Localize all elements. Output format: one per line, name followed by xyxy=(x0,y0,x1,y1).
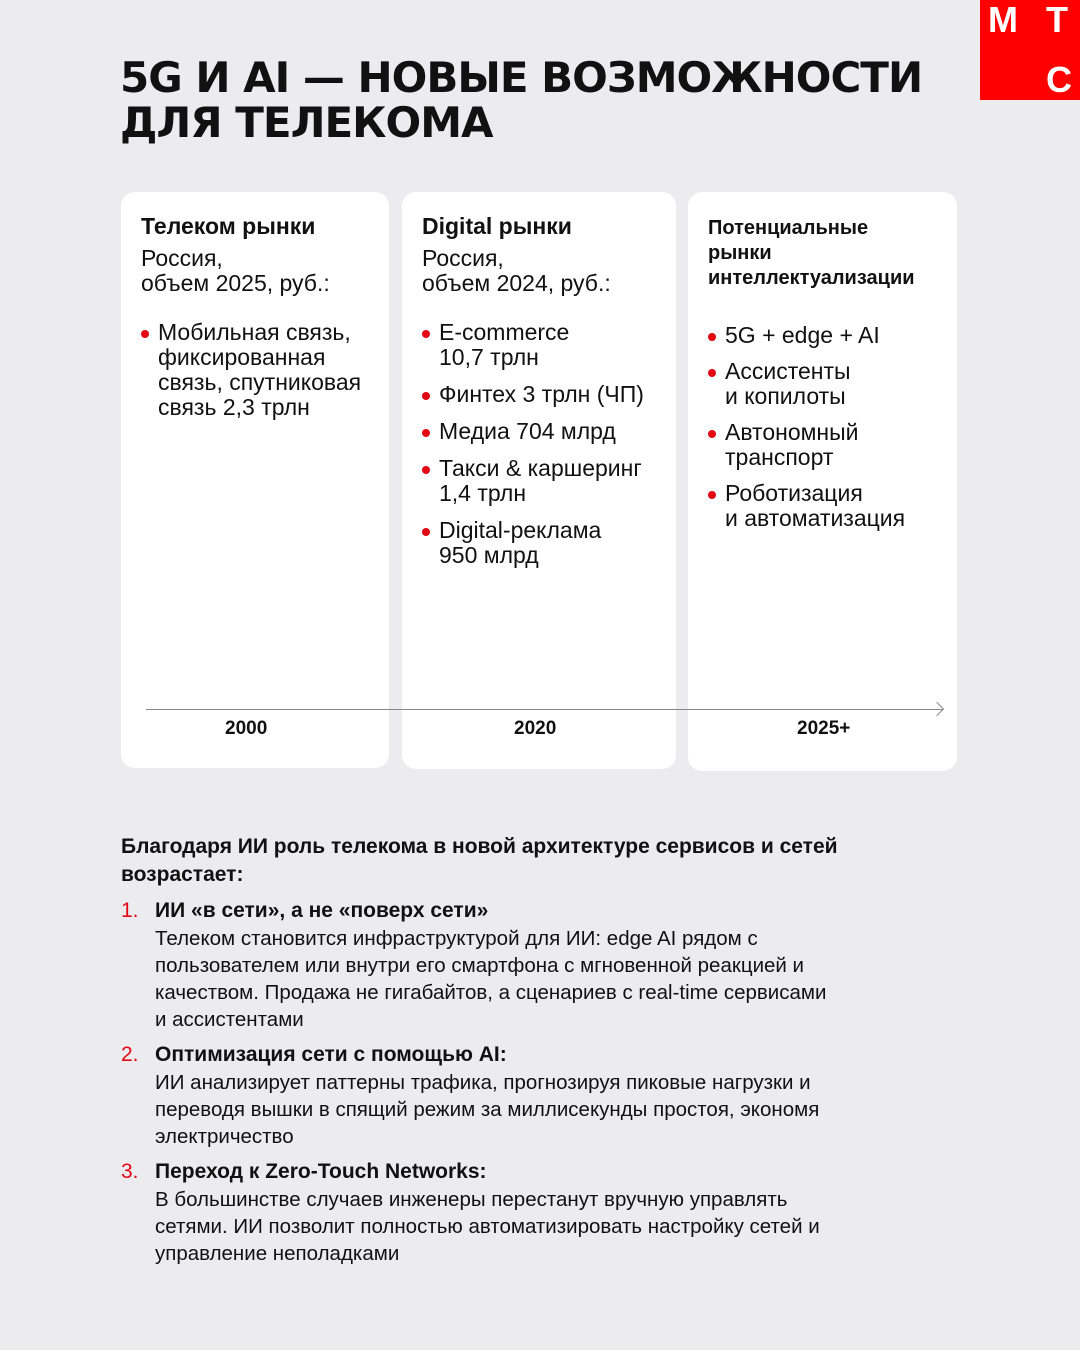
list-item-text xyxy=(155,1069,941,1150)
card-subtitle xyxy=(141,246,373,296)
list-item-text xyxy=(155,1186,941,1267)
text-line: ИИ анализирует паттерны трафика, прогнозируя пиковые нагрузки и xyxy=(155,1071,811,1094)
bullet-line: Такси & каршеринг xyxy=(439,455,642,481)
bullet-item xyxy=(422,518,660,568)
text-line: управление неполадками xyxy=(155,1242,400,1265)
bullet-item xyxy=(708,323,941,348)
bullet-item xyxy=(422,419,660,444)
list-number: 3. xyxy=(121,1160,139,1183)
list-item-title: Оптимизация сети с помощью AI: xyxy=(155,1043,507,1066)
bullet-line: E-commerce xyxy=(439,319,570,345)
list-item xyxy=(121,1041,941,1150)
card-subtitle xyxy=(422,246,660,296)
bullet-line: Медиа 704 млрд xyxy=(439,418,616,444)
bullet-item xyxy=(141,320,373,420)
timeline-year: 2025+ xyxy=(797,718,851,739)
timeline-year: 2000 xyxy=(225,718,268,739)
bullet-line: и автоматизация xyxy=(725,505,906,531)
mts-logo xyxy=(980,0,1080,100)
bullet-line: Digital-реклама xyxy=(439,517,602,543)
card-title-line: рынки xyxy=(708,242,772,264)
bullet-line: и копилоты xyxy=(725,383,846,409)
bullet-item xyxy=(708,481,941,531)
card-digital-markets xyxy=(402,192,676,769)
list-item-title: Переход к Zero-Touch Networks: xyxy=(155,1160,487,1183)
text-line: переводя вышки в спящий режим за миллисекунды простоя, экономя xyxy=(155,1098,820,1121)
card-title: Телеком рынки xyxy=(141,213,316,239)
bullet-line: связь, спутниковая xyxy=(158,369,362,395)
text-line: Телеком становится инфраструктурой для ИИ: edge AI рядом с xyxy=(155,927,758,950)
logo-letter-s: С xyxy=(1046,59,1072,100)
card-title xyxy=(708,216,941,291)
card-subtitle-line: Россия, xyxy=(141,245,223,271)
list-item-text xyxy=(155,925,941,1033)
list-number: 1. xyxy=(121,899,139,922)
timeline-year: 2020 xyxy=(514,718,557,739)
bullet-line: Мобильная связь, xyxy=(158,319,351,345)
bullet-item xyxy=(422,456,660,506)
bullet-list xyxy=(141,320,373,420)
text-line: В большинстве случаев инженеры перестанут вручную управлять xyxy=(155,1188,788,1211)
bullet-item xyxy=(708,420,941,470)
numbered-list xyxy=(121,897,941,1275)
bullet-item xyxy=(422,320,660,370)
bullet-line: 10,7 трлн xyxy=(439,344,539,370)
bullet-list xyxy=(708,323,941,531)
bullet-list xyxy=(422,320,660,568)
intro-text: Благодаря ИИ роль телекома в новой архитектуре сервисов и сетей возрастает: xyxy=(121,835,838,886)
bullet-item xyxy=(708,359,941,409)
logo-letter-t: Т xyxy=(1046,0,1068,40)
text-line: пользователем или внутри его смартфона с мгновенной реакцией и xyxy=(155,954,805,977)
list-item xyxy=(121,1158,941,1267)
bullet-line: транспорт xyxy=(725,444,834,470)
text-line: электричество xyxy=(155,1125,294,1148)
bullet-line: 5G + edge + AI xyxy=(725,322,880,348)
bullet-line: 950 млрд xyxy=(439,542,539,568)
card-title-line: Потенциальные xyxy=(708,217,869,239)
list-number: 2. xyxy=(121,1043,139,1066)
bullet-line: Ассистенты xyxy=(725,358,851,384)
list-item-title: ИИ «в сети», а не «поверх сети» xyxy=(155,899,489,922)
card-title: Digital рынки xyxy=(422,213,572,239)
card-subtitle-line: объем 2024, руб.: xyxy=(422,270,611,296)
page-title xyxy=(120,55,970,145)
text-line: и ассистентами xyxy=(155,1008,304,1031)
card-title-line: интеллектуализации xyxy=(708,267,915,289)
bullet-line: Финтех 3 трлн (ЧП) xyxy=(439,381,644,407)
card-subtitle-line: Россия, xyxy=(422,245,504,271)
bullet-item xyxy=(422,382,660,407)
bullet-line: Роботизация xyxy=(725,480,863,506)
page-title-line-2: ДЛЯ ТЕЛЕКОМА xyxy=(120,98,493,147)
card-telecom-markets xyxy=(121,192,389,768)
text-line: сетями. ИИ позволит полностью автоматизировать настройку сетей и xyxy=(155,1215,820,1238)
page-title-line-1: 5G И AI — НОВЫЕ ВОЗМОЖНОСТИ xyxy=(120,53,923,102)
list-item xyxy=(121,897,941,1033)
text-line: качеством. Продажа не гигабайтов, а сценариев с real-time сервисами xyxy=(155,981,827,1004)
bullet-line: связь 2,3 трлн xyxy=(158,394,310,420)
logo-letter-m: М xyxy=(988,0,1018,40)
card-subtitle-line: объем 2025, руб.: xyxy=(141,270,330,296)
bullet-line: 1,4 трлн xyxy=(439,480,527,506)
bullet-line: фиксированная xyxy=(158,344,326,370)
card-potential-markets xyxy=(688,192,957,771)
bullet-line: Автономный xyxy=(725,419,859,445)
